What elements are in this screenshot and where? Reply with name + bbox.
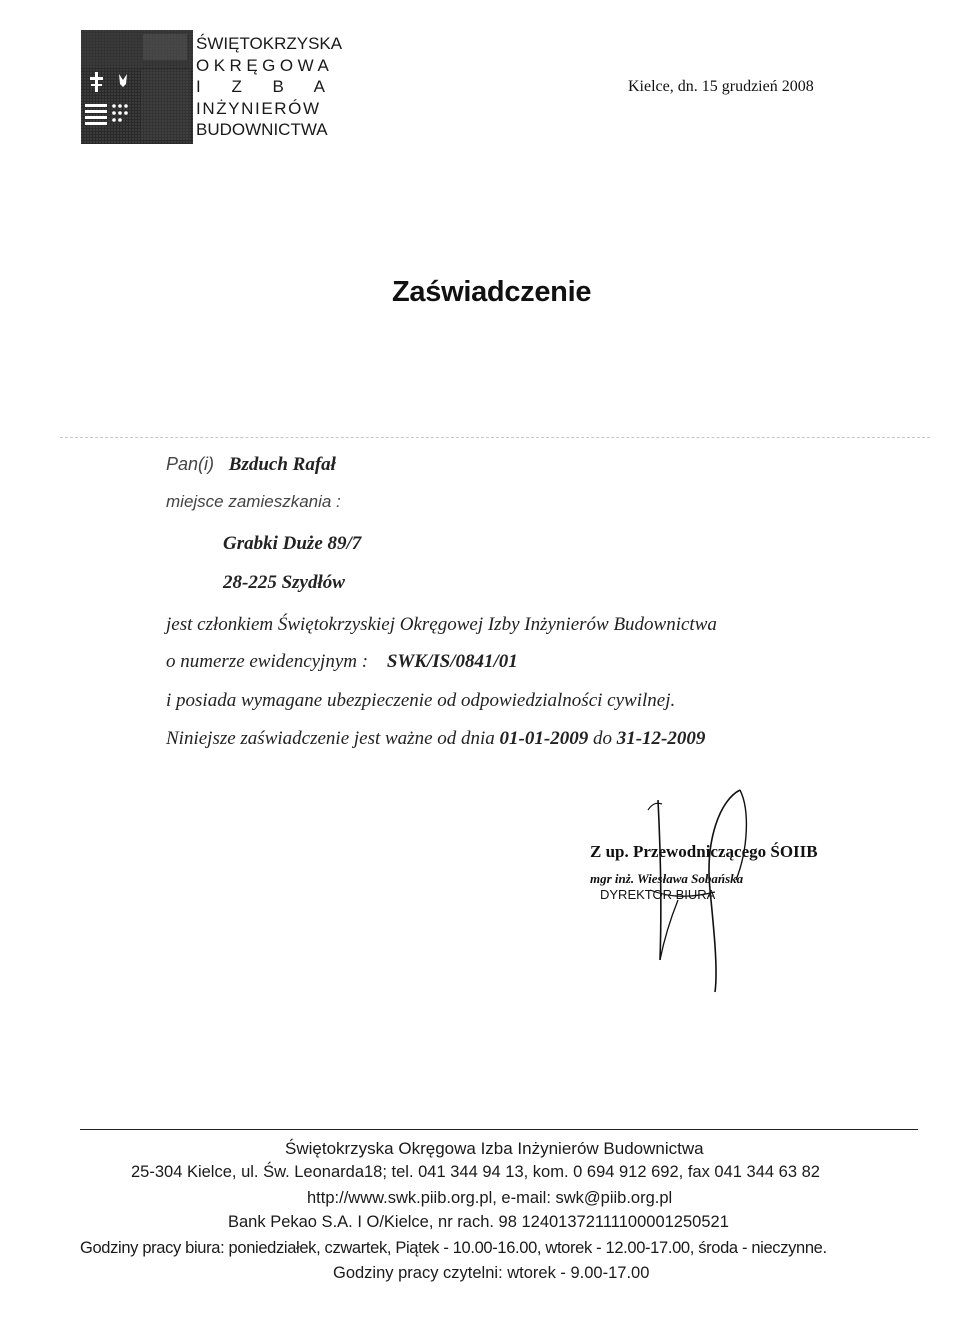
insurance-statement: i posiada wymagane ubezpieczenie od odpowiedzialności cywilnej. [166,690,676,711]
address-city: 28-225 Szydłów [223,572,345,593]
recipient-line [166,454,336,476]
chamber-logo [81,30,193,144]
document-title: Zaświadczenie [392,276,592,308]
registration-number: SWK/IS/0841/01 [386,651,518,672]
footer-reading-hours: Godziny pracy czytelni: wtorek - 9.00-17.00 [333,1264,650,1282]
signatory-name: mgr inż. Wiesława Sobańska [590,871,744,886]
validity-date-from: 01-01-2009 [499,728,589,749]
address-street: Grabki Duże 89/7 [223,533,362,554]
scan-artifact-line [60,437,930,438]
footer-address: 25-304 Kielce, ul. Św. Leonarda18; tel. 041 344 94 13, kom. 0 694 912 692, fax 041 344 63 82 [131,1163,820,1181]
org-line-2: OKRĘGOWA [196,55,334,75]
validity-to-word: do [592,728,612,749]
org-line-5: BUDOWNICTWA [196,120,328,139]
registration-line [166,651,518,673]
org-line-3: I Z B A [196,77,326,96]
chamber-emblem-icon [81,30,193,144]
footer-office-hours: Godziny pracy biura: poniedziałek, czwartek, Piątek - 10.00-16.00, wtorek - 12.00-17.00, środa - nieczynne. [80,1239,827,1257]
registration-label: o numerze ewidencyjnym : [166,651,369,672]
recipient-name: Bzduch Rafał [228,454,336,475]
footer-web-email: http://www.swk.piib.org.pl, e-mail: swk@piib.org.pl [307,1189,673,1207]
document-date: Kielce, dn. 15 grudzień 2008 [628,78,814,95]
signature-block [590,842,818,902]
signature-authorization: Z up. Przewodniczącego ŚOIIB [590,842,818,861]
recipient-prefix: Pan(i) [166,454,215,474]
org-name [196,33,342,141]
org-line-4: INŻYNIERÓW [196,98,321,118]
validity-line [166,728,705,750]
signatory-title: DYREKTOR BIURA [600,887,716,902]
footer-org-name: Świętokrzyska Okręgowa Izba Inżynierów Budownictwa [285,1139,704,1158]
membership-statement: jest członkiem Świętokrzyskiej Okręgowej Izby Inżynierów Budownictwa [166,614,717,635]
footer-divider [80,1129,918,1130]
validity-label: Niniejsze zaświadczenie jest ważne od dnia [166,728,495,749]
address-label: miejsce zamieszkania : [166,492,341,511]
org-line-1: ŚWIĘTOKRZYSKA [196,34,343,53]
validity-date-to: 31-12-2009 [616,728,706,749]
footer-bank: Bank Pekao S.A. I O/Kielce, nr rach. 98 12401372111100001250521 [228,1213,729,1231]
